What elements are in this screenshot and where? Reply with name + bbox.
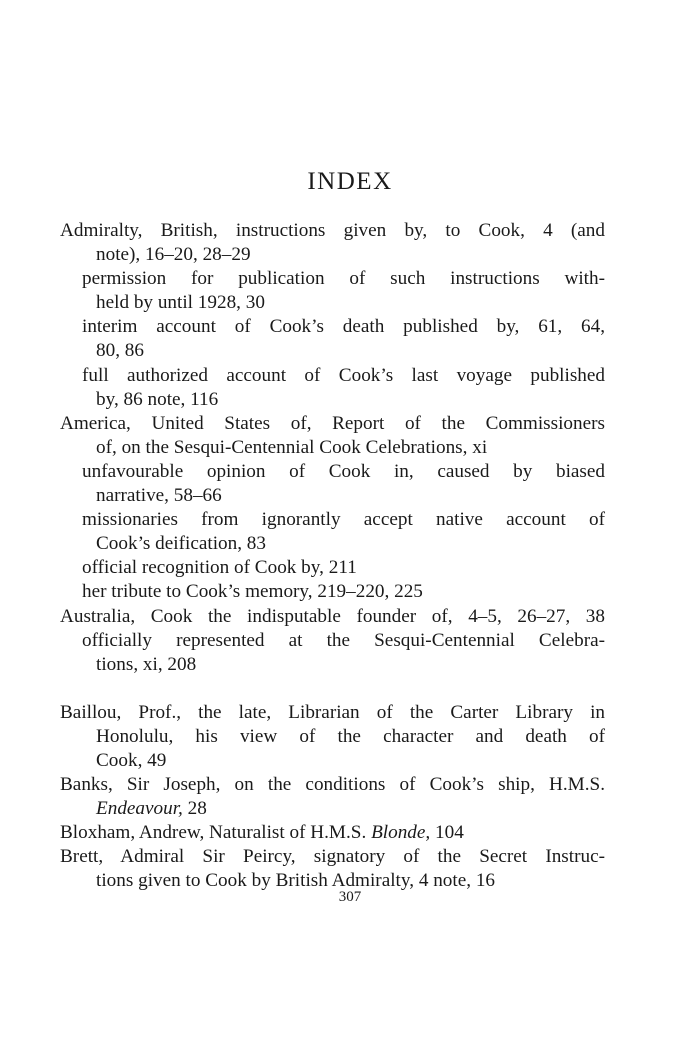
subentry-line: official recognition of Cook by, 211 bbox=[82, 557, 357, 579]
subentry-line: full authorized account of Cook’s last voyage published bbox=[82, 364, 605, 386]
entry-line: Admiralty, British, instructions given by, to Cook, 4 (and bbox=[60, 220, 605, 241]
subentry-line: interim account of Cook’s death published by, 61, 64, bbox=[82, 316, 605, 338]
subentry-line: unfavourable opinion of Cook in, caused by biased bbox=[82, 460, 605, 482]
entry-text: Bloxham, Andrew, Naturalist of H.M.S. bbox=[60, 822, 367, 844]
index-entry-america bbox=[60, 412, 605, 605]
entry-line bbox=[60, 821, 605, 845]
index-entry-brett bbox=[60, 845, 605, 893]
entry-line: tions given to Cook by British Admiralty, 4 note, 16 bbox=[96, 870, 496, 892]
entry-line: Brett, Admiral Sir Peircy, signatory of the Secret Instruc- bbox=[60, 846, 605, 868]
subentry-line: by, 86 note, 116 bbox=[96, 388, 219, 410]
page-title: INDEX bbox=[307, 168, 393, 195]
index-entry-australia bbox=[60, 605, 605, 677]
entry-line: Cook, 49 bbox=[96, 749, 167, 771]
index-entry-bloxham bbox=[60, 821, 605, 845]
index-body bbox=[60, 219, 605, 894]
subentry-line: Cook’s deification, 83 bbox=[96, 533, 266, 555]
page-number: 307 bbox=[338, 889, 362, 905]
ship-name: Endeavour, bbox=[96, 798, 183, 820]
entry-line: Banks, Sir Joseph, on the conditions of Cook’s ship, H.M.S. bbox=[60, 774, 605, 796]
subentry-line: permission for publication of such instructions with- bbox=[82, 268, 605, 290]
subentry-line: officially represented at the Sesqui-Centennial Celebra- bbox=[82, 629, 605, 651]
subentry-line: narrative, 58–66 bbox=[96, 485, 222, 507]
ship-name: Blonde, bbox=[371, 822, 431, 844]
subentry-line: 80, 86 bbox=[96, 340, 144, 362]
index-entry-admiralty bbox=[60, 219, 605, 412]
subentry-line: her tribute to Cook’s memory, 219–220, 225 bbox=[82, 581, 423, 603]
letter-section-gap bbox=[60, 677, 605, 701]
entry-line: Baillou, Prof., the late, Librarian of the Carter Library in bbox=[60, 701, 605, 723]
subentry-line: tions, xi, 208 bbox=[96, 653, 197, 675]
entry-line: note), 16–20, 28–29 bbox=[96, 244, 251, 266]
subentry-line: missionaries from ignorantly accept native account of bbox=[82, 509, 605, 531]
page-reference: 104 bbox=[435, 822, 464, 844]
page-reference: 28 bbox=[187, 798, 207, 820]
subentry-line: held by until 1928, 30 bbox=[96, 292, 265, 314]
entry-line bbox=[60, 797, 605, 821]
entry-line: Honolulu, his view of the character and death of bbox=[96, 725, 605, 747]
index-entry-baillou bbox=[60, 701, 605, 773]
entry-line: America, United States of, Report of the Commissioners bbox=[60, 412, 605, 434]
entry-line: of, on the Sesqui-Centennial Cook Celebrations, xi bbox=[96, 436, 488, 458]
entry-line: Australia, Cook the indisputable founder of, 4–5, 26–27, 38 bbox=[60, 605, 605, 627]
index-entry-banks bbox=[60, 773, 605, 821]
